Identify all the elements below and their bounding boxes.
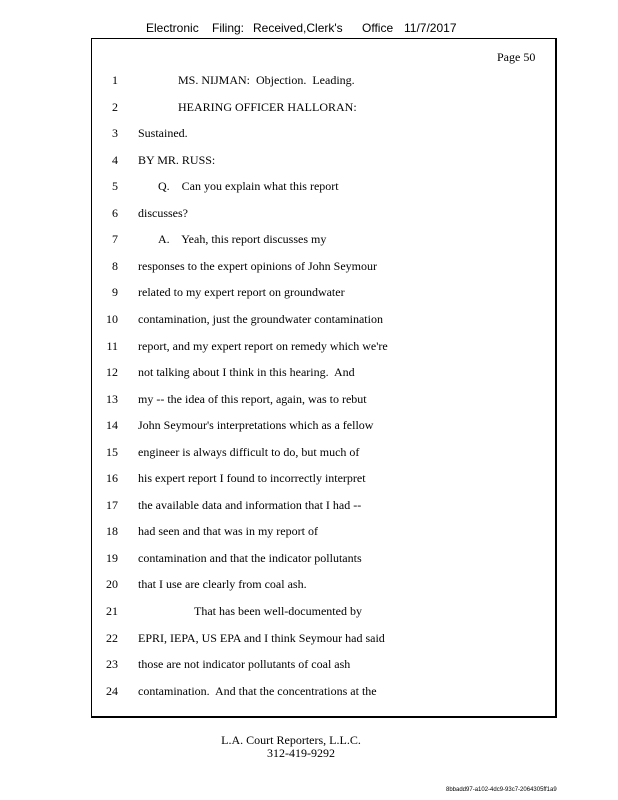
filing-header-office: Office xyxy=(362,21,394,35)
transcript-line xyxy=(0,471,618,487)
line-text: MS. NIJMAN: Objection. Leading. xyxy=(178,73,355,87)
transcript-line xyxy=(0,339,618,355)
line-text: Q. Can you explain what this report xyxy=(158,179,339,194)
line-number: 15 xyxy=(106,444,118,459)
line-number: 2 xyxy=(112,99,118,114)
line-number: 4 xyxy=(112,152,118,167)
line-number: 21 xyxy=(106,604,118,618)
line-number: 14 xyxy=(106,418,118,433)
transcript-line xyxy=(0,631,618,647)
line-number: 16 xyxy=(106,471,118,486)
line-text: contamination, just the groundwater contamination xyxy=(138,311,383,326)
line-number: 24 xyxy=(106,683,118,698)
line-number: 9 xyxy=(112,285,118,300)
transcript-line xyxy=(0,365,618,381)
transcript-line xyxy=(0,126,618,142)
line-number: 13 xyxy=(106,391,118,406)
line-number: 8 xyxy=(112,258,118,273)
transcript-line xyxy=(0,206,618,222)
line-text: related to my expert report on groundwater xyxy=(138,285,345,300)
line-text: That has been well-documented by xyxy=(194,604,362,618)
line-text: his expert report I found to incorrectly interpret xyxy=(138,471,366,486)
footer-company: L.A. Court Reporters, L.L.C. xyxy=(221,733,361,747)
transcript-line xyxy=(0,232,618,248)
transcript-line xyxy=(0,551,618,567)
line-number: 23 xyxy=(106,657,118,672)
line-text: those are not indicator pollutants of coal ash xyxy=(138,657,351,672)
transcript-line xyxy=(0,73,618,89)
line-number: 3 xyxy=(112,126,118,141)
line-text: A. Yeah, this report discusses my xyxy=(158,232,327,247)
transcript-line xyxy=(0,604,618,620)
transcript-line xyxy=(0,524,618,540)
line-number: 22 xyxy=(106,630,118,645)
transcript-line xyxy=(0,153,618,169)
line-text: that I use are clearly from coal ash. xyxy=(138,577,307,592)
transcript-line xyxy=(0,657,618,673)
line-number: 17 xyxy=(106,497,118,512)
line-text: contamination. And that the concentrations at the xyxy=(138,683,377,698)
line-text: the available data and information that I had -- xyxy=(138,497,362,512)
transcript-line xyxy=(0,445,618,461)
line-number: 6 xyxy=(112,205,118,220)
line-text: had seen and that was in my report of xyxy=(138,524,318,539)
transcript-line xyxy=(0,285,618,301)
line-text: contamination and that the indicator pollutants xyxy=(138,550,362,565)
transcript-line xyxy=(0,577,618,593)
line-text: John Seymour's interpretations which as a fellow xyxy=(138,418,374,433)
filing-header-date: 11/7/2017 xyxy=(404,21,457,35)
filing-header-electronic: Electronic xyxy=(146,21,199,35)
line-text: Sustained. xyxy=(138,126,188,141)
line-text: discusses? xyxy=(138,205,188,220)
line-number: 5 xyxy=(112,179,118,194)
transcript-line xyxy=(0,392,618,408)
transcript-line xyxy=(0,179,618,195)
line-number: 11 xyxy=(106,338,118,353)
transcript-line xyxy=(0,312,618,328)
line-number: 7 xyxy=(112,232,118,247)
transcript-line xyxy=(0,684,618,700)
line-number: 19 xyxy=(106,550,118,565)
footer-phone: 312-419-9292 xyxy=(267,746,335,760)
transcript-line xyxy=(0,418,618,434)
line-text: report, and my expert report on remedy which we're xyxy=(138,338,388,353)
line-text: BY MR. RUSS: xyxy=(138,152,216,167)
line-number: 18 xyxy=(106,524,118,539)
line-number: 1 xyxy=(112,73,118,87)
document-id: 8bbadd97-a102-4dc9-93c7-2064305ff1a9 xyxy=(446,787,557,793)
filing-header-filing: Filing: xyxy=(212,21,245,35)
transcript-line xyxy=(0,100,618,116)
line-text: not talking about I think in this hearing. And xyxy=(138,365,355,380)
transcript-line xyxy=(0,259,618,275)
page-number: Page 50 xyxy=(497,50,536,64)
line-text: my -- the idea of this report, again, was to rebut xyxy=(138,391,367,406)
line-text: responses to the expert opinions of John Seymour xyxy=(138,258,377,273)
filing-header-received: Received,Clerk's xyxy=(253,21,343,35)
line-text: engineer is always difficult to do, but much of xyxy=(138,444,360,459)
line-text: EPRI, IEPA, US EPA and I think Seymour had said xyxy=(138,630,385,645)
transcript-line xyxy=(0,498,618,514)
line-text: HEARING OFFICER HALLORAN: xyxy=(178,99,357,114)
line-number: 20 xyxy=(106,577,118,592)
line-number: 12 xyxy=(106,365,118,380)
line-number: 10 xyxy=(106,311,118,326)
